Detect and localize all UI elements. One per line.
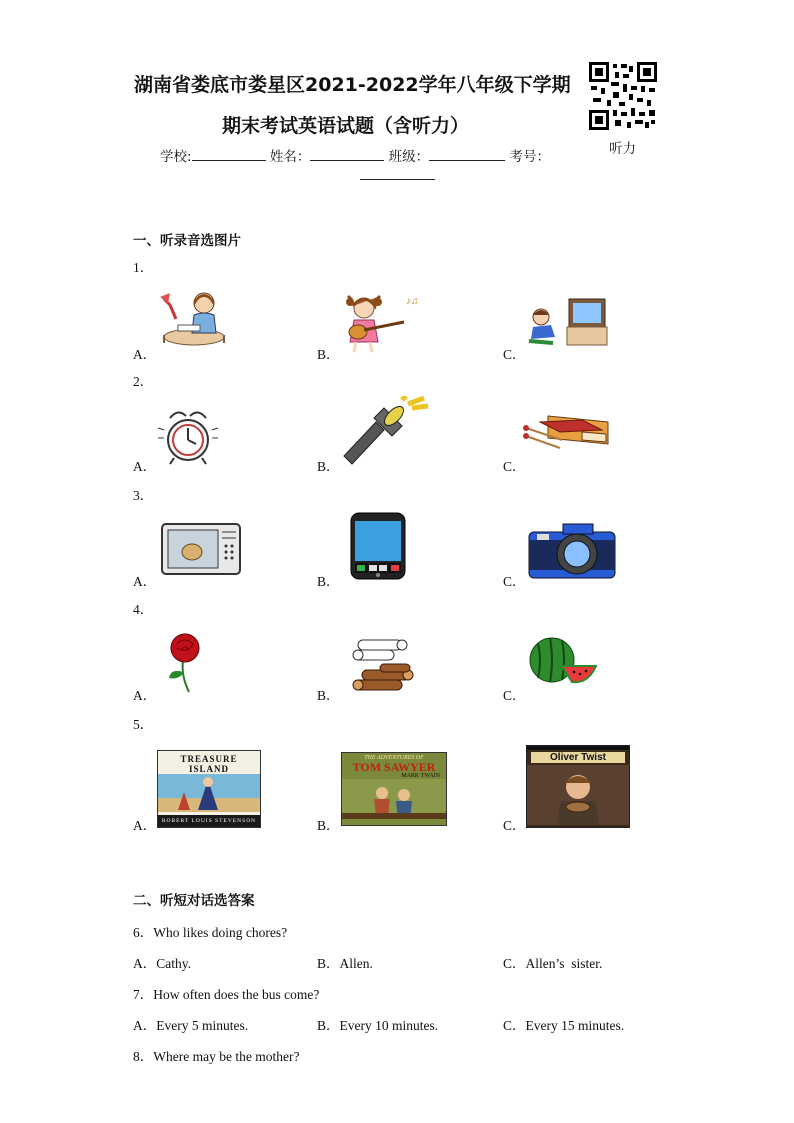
girl-guitar-icon <box>340 290 422 356</box>
school-field[interactable] <box>192 148 266 161</box>
name-field[interactable] <box>310 148 384 161</box>
name-label: 姓名： <box>269 149 311 165</box>
book-illustration <box>342 779 446 819</box>
question-7 <box>133 983 319 1003</box>
book-illustration <box>527 765 629 825</box>
answer-option[interactable]: B．Allen. <box>317 956 373 971</box>
boy-tv-icon <box>527 297 611 353</box>
camera-icon <box>527 520 617 580</box>
answer-option[interactable]: B．Every 10 minutes. <box>317 1018 439 1033</box>
answer-option[interactable]: C．Every 15 minutes. <box>503 1018 625 1033</box>
book-illustration <box>158 774 260 812</box>
option-label: A． <box>133 688 157 703</box>
question-6 <box>133 921 287 941</box>
question-text: Who likes doing chores? <box>153 925 288 940</box>
book-title: Oliver Twist <box>531 752 625 763</box>
section-2-title: 二、听短对话选答案 <box>133 893 255 909</box>
student-info-row <box>160 145 550 165</box>
exam-no-label: 考号： <box>509 149 550 165</box>
option-label: B． <box>317 818 340 833</box>
question-number: 4． <box>133 602 154 617</box>
answer-option[interactable]: A．Every 5 minutes. <box>133 1018 249 1033</box>
option-label: C． <box>503 459 526 474</box>
question-number: 7． <box>133 987 154 1002</box>
title-line-1: 湖南省娄底市娄星区2021-2022学年八年级下学期 <box>134 74 571 96</box>
exam-no-field[interactable] <box>360 179 435 180</box>
treasure-island-book-cover <box>157 750 261 828</box>
option-label: C． <box>503 688 526 703</box>
answer-option[interactable]: C．Allen’s sister. <box>503 956 603 971</box>
book-subtitle: THE ADVENTURES OF <box>364 755 424 761</box>
svg-text:♪♫: ♪♫ <box>406 296 419 307</box>
tom-sawyer-book-cover <box>341 752 447 826</box>
class-field[interactable] <box>429 148 505 161</box>
option-label: C． <box>503 818 526 833</box>
girl-studying-icon <box>158 285 226 349</box>
question-number: 6． <box>133 925 154 940</box>
alarm-clock-icon <box>156 408 220 466</box>
book-title-line2: ISLAND <box>188 764 229 774</box>
option-label: C． <box>503 347 526 362</box>
section-1-title: 一、听录音选图片 <box>133 233 241 249</box>
question-8 <box>133 1045 299 1065</box>
book-author: MARK TWAIN <box>401 773 440 779</box>
book-author: ROBERT LOUIS STEVENSON <box>158 815 260 827</box>
class-label: 班级： <box>388 149 430 165</box>
book-title-line1: TREASURE <box>180 754 238 764</box>
school-label: 学校: <box>160 149 192 165</box>
option-label: B． <box>317 459 340 474</box>
question-number: 3． <box>133 488 154 503</box>
matches-icon <box>522 408 614 456</box>
qr-caption: 听力 <box>609 141 636 157</box>
mobile-phone-icon <box>349 511 407 581</box>
question-number: 8． <box>133 1049 154 1064</box>
qr-code-icon <box>589 62 657 130</box>
answer-option[interactable]: A．Cathy. <box>133 956 191 971</box>
watermelon-icon <box>528 636 598 686</box>
option-label: B． <box>317 347 340 362</box>
question-number: 1． <box>133 260 154 275</box>
option-label: A． <box>133 459 157 474</box>
question-number: 2． <box>133 374 154 389</box>
title-line-2: 期末考试英语试题（含听力） <box>222 115 470 137</box>
option-label: C． <box>503 574 526 589</box>
question-text: How often does the bus come? <box>153 987 320 1002</box>
flashlight-icon <box>340 396 432 468</box>
option-label: B． <box>317 688 340 703</box>
question-text: Where may be the mother? <box>153 1049 300 1064</box>
question-number: 5． <box>133 717 154 732</box>
oliver-twist-book-cover <box>526 745 630 828</box>
option-label: A． <box>133 818 157 833</box>
book-title: TOM SAWYER <box>352 760 436 774</box>
rose-icon <box>165 632 207 694</box>
logs-icon <box>350 630 418 696</box>
option-label: B． <box>317 574 340 589</box>
option-label: A． <box>133 347 157 362</box>
option-label: A． <box>133 574 157 589</box>
microwave-icon <box>160 522 242 576</box>
